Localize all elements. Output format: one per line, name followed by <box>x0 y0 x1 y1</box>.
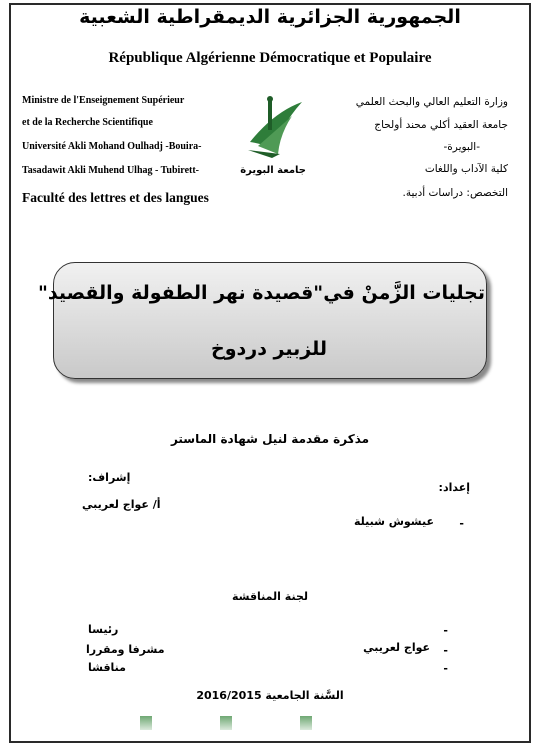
logo-fragment-icon <box>140 716 152 730</box>
university-logo-icon <box>244 94 306 160</box>
academic-year: السَّنة الجامعية 2016/2015 <box>196 689 344 702</box>
university-ar: جامعة العقيد أكلي محند أولحاج <box>374 119 508 131</box>
committee-role-1: رئيسا <box>88 623 119 636</box>
thesis-title-line-2: للزبير دردوخ <box>211 338 327 360</box>
committee-title: لجنة المناقشة <box>231 590 308 603</box>
logo-fragment-icon <box>220 716 232 730</box>
specialty-ar: التخصص: دراسات أدبية. <box>402 187 508 199</box>
logo-caption: جامعة البويرة <box>240 165 306 176</box>
supervisor-name: أ/ عواج لعريبي <box>82 498 161 511</box>
ministry-line-1-fr: Ministre de l'Enseignement Supérieur <box>22 95 185 106</box>
city-ar: -البويرة- <box>443 141 480 153</box>
committee-member-name: عواج لعريبي <box>363 641 430 654</box>
committee-dash-1: - <box>443 624 448 637</box>
university-line-1-fr: Université Akli Mohand Oulhadj -Bouira- <box>22 141 202 152</box>
prepared-dash: - <box>459 517 464 530</box>
committee-dash-3: - <box>443 662 448 675</box>
republic-name-french: République Algérienne Démocratique et Populaire <box>108 50 432 66</box>
committee-role-3: مناقشا <box>88 661 126 674</box>
university-line-2-fr: Tasadawit Akli Muhend Ulhag - Tubirett- <box>22 165 199 176</box>
memo-subtitle: مذكرة مقدمة لنيل شهادة الماستر <box>170 432 370 446</box>
ministry-line-2-fr: et de la Recherche Scientifique <box>22 117 153 128</box>
title-box <box>37 262 487 379</box>
student-name: عيشوش شبيلة <box>353 515 434 528</box>
faculty-ar: كلية الآداب واللغات <box>424 163 508 175</box>
ministry-ar: وزارة التعليم العالي والبحث العلمي <box>355 96 508 108</box>
thesis-title-line-1: تجليات الزَّمنْ في"قصيدة نهر الطفولة والقصيد" <box>37 282 485 304</box>
prepared-by-label: إعداد: <box>438 481 470 494</box>
faculty-fr: Faculté des lettres et des langues <box>22 190 209 205</box>
republic-name-arabic: الجمهورية الجزائرية الديمقراطية الشعبية <box>79 6 461 28</box>
committee-role-2: مشرفا ومقررا <box>86 643 165 656</box>
committee-dash-2: - <box>443 644 448 657</box>
logo-fragment-icon <box>300 716 312 730</box>
supervision-label: إشراف: <box>88 471 131 484</box>
